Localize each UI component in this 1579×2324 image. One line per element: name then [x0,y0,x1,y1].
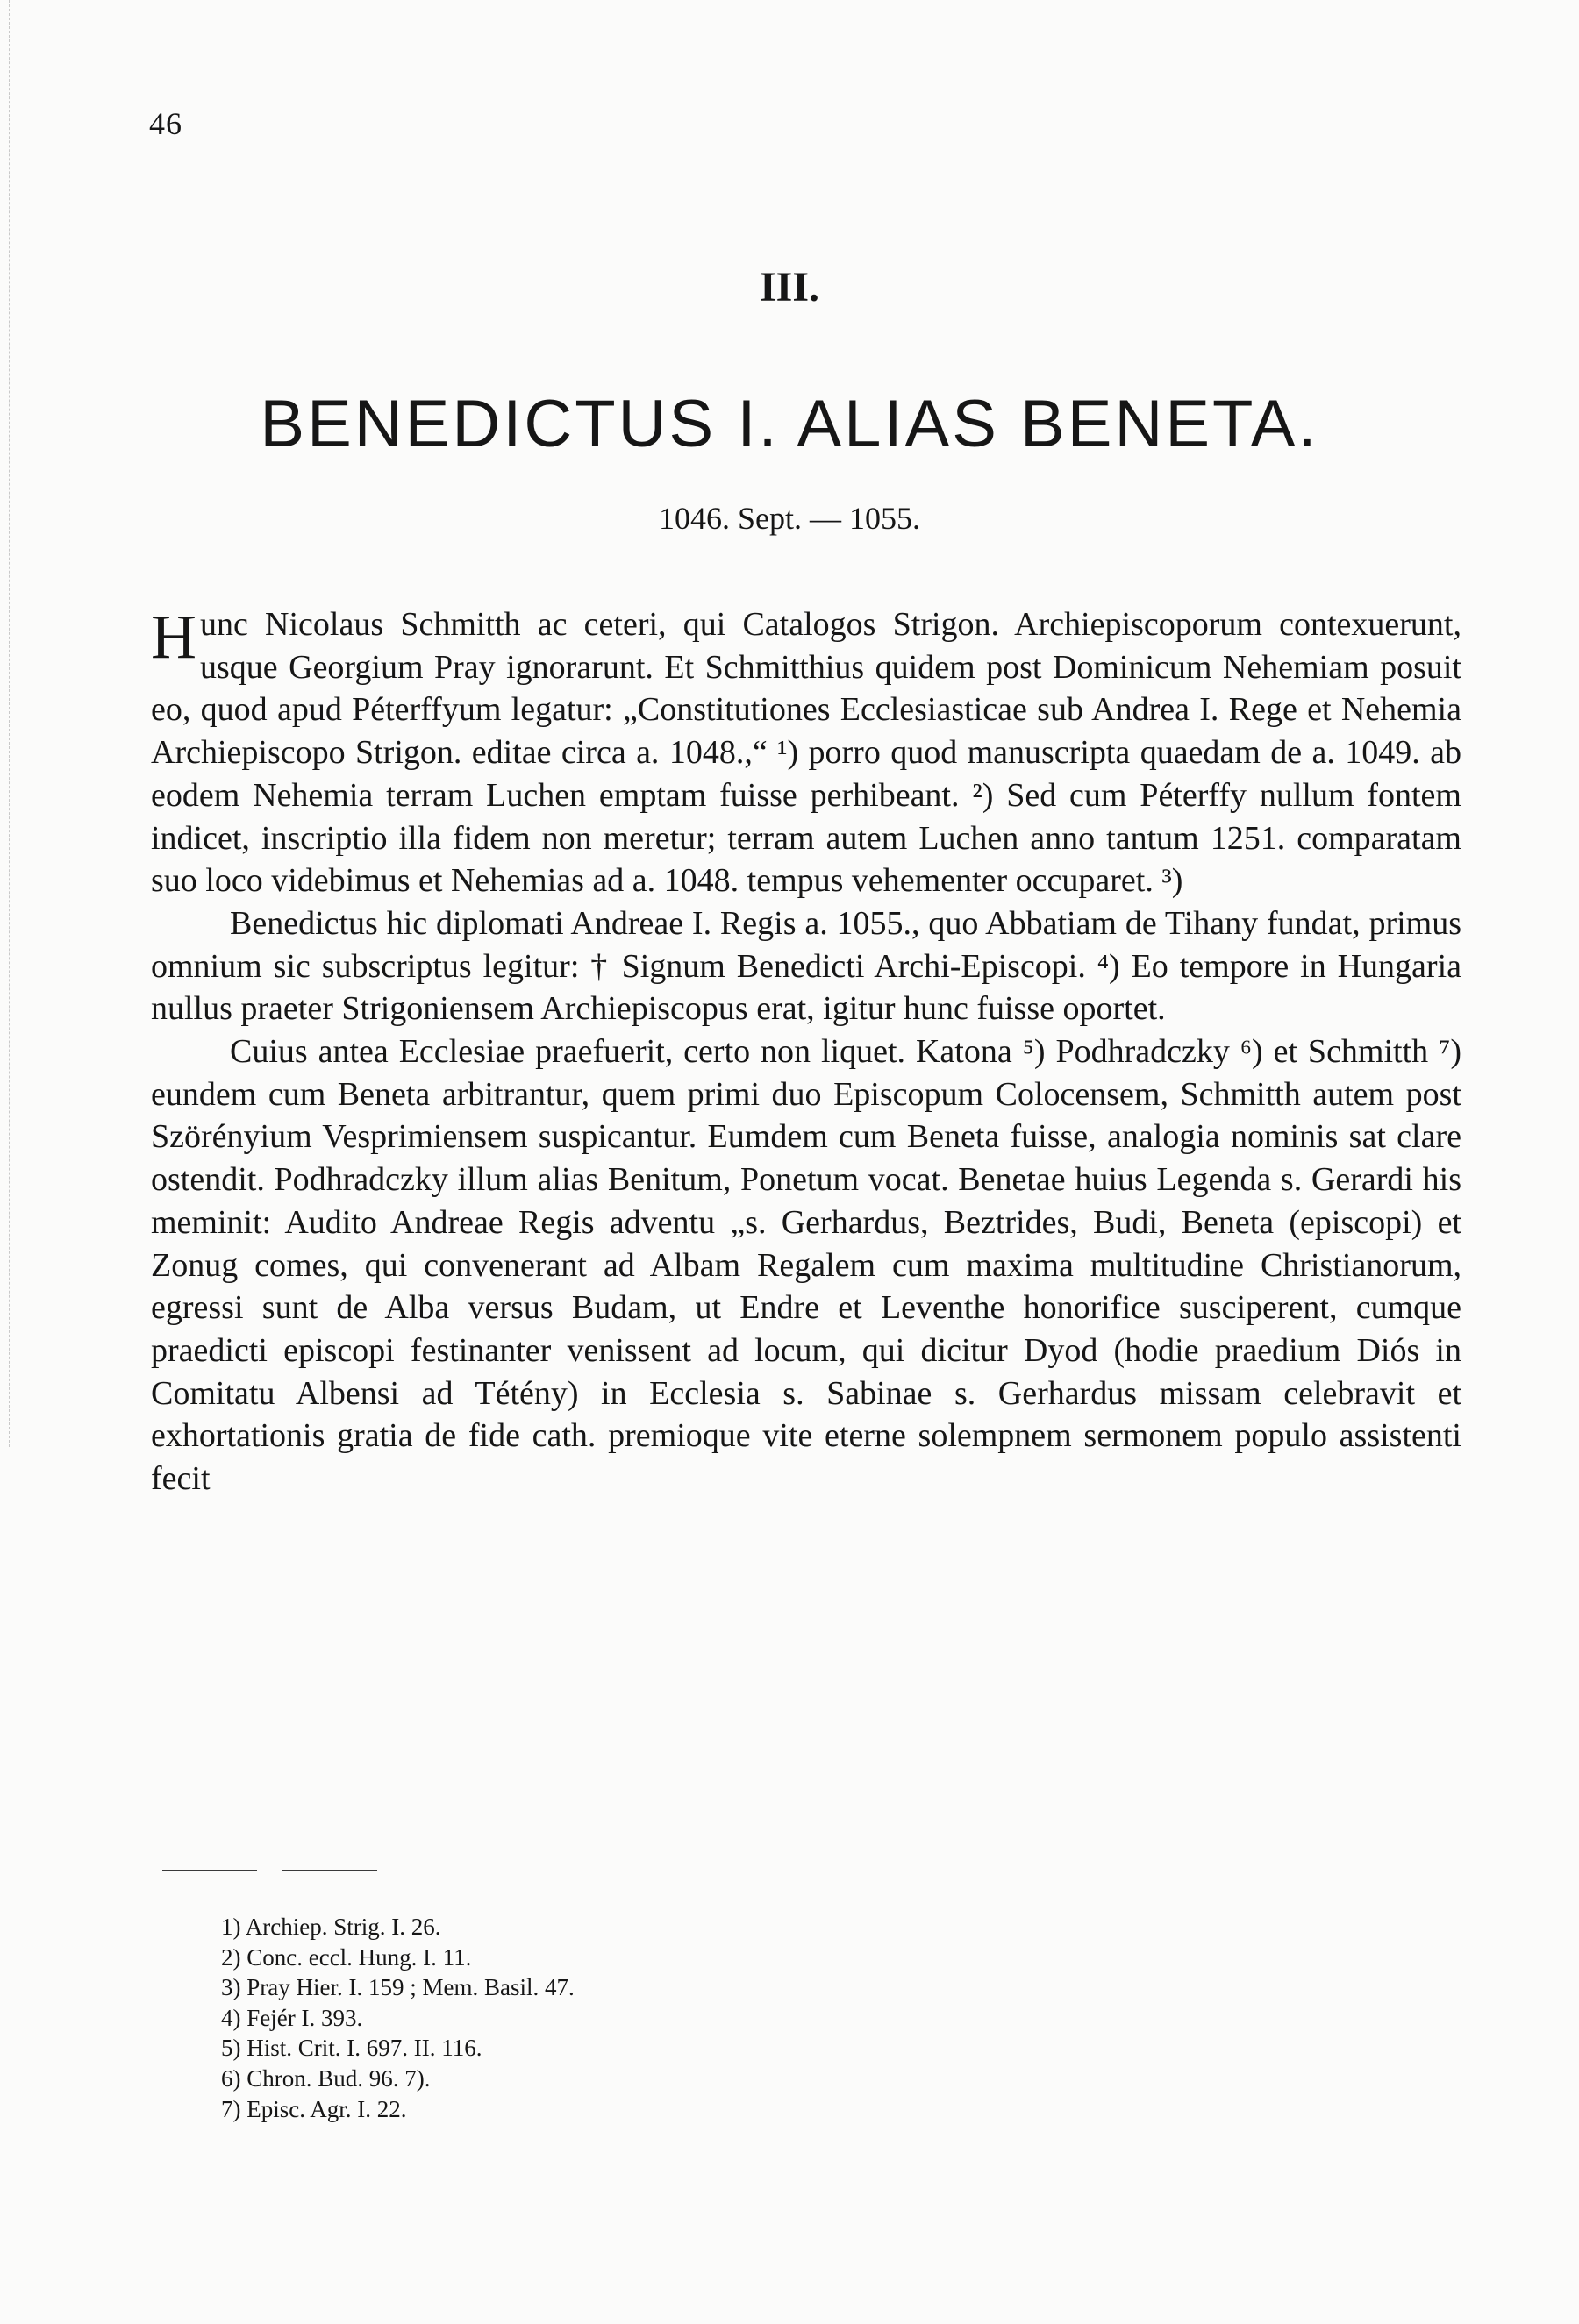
footnote: 4) Fejér I. 393. [221,2004,363,2031]
paragraph: Hunc Nicolaus Schmitth ac ceteri, qui Catalogos Strigon. Archiepiscoporum contexuerunt, usque Georgium Pray ignorarunt. Et Schmitthius quidem post Dominicum Nehemiam posuit eo, quod apud Péterffyum legatur: „Constitutiones Ecclesiasticae sub Andrea I. Rege et Nehemia Archiepiscopo Strigon. editae circa a. 1048.,“ ¹) porro quod manuscripta quaedam de a. 1049. ab eodem Nehemia terram Luchen emptam fuisse perhibeant. ²) Sed cum Péterffy nullum fontem indicet, inscriptio illa fidem non meretur; terram autem Luchen anno tantum 1251. comparatam suo loco videbimus et Nehemias ad a. 1048. tempus vehementer occuparet. ³) [151,602,1461,900]
paragraph: Benedictus hic diplomati Andreae I. Regis a. 1055., quo Abbatiam de Tihany fundat, primus omnium sic subscriptus legitur: † Signum Benedicti Archi-Episcopi. ⁴) Eo tempore in Hungaria nullus praeter Strigoniensem Archiepiscopus erat, igitur hunc fuisse oportet. [151,904,1461,1028]
page-number: 46 [149,106,182,141]
footnote: 3) Pray Hier. I. 159 ; Mem. Basil. 47. [221,1974,575,2001]
footnote-separator [162,1870,257,1871]
footnote: 6) Chron. Bud. 96. 7). [221,2064,431,2092]
footnote: 5) Hist. Crit. I. 697. II. 116. [221,2035,482,2062]
footnote: 2) Conc. eccl. Hung. I. 11. [221,1943,472,1971]
footnote: 7) Episc. Agr. I. 22. [221,2095,407,2122]
date-range: 1046. Sept. — 1055. [658,501,920,536]
chapter-number: III. [759,264,820,310]
footnote-separator [282,1870,377,1871]
chapter-title: BENEDICTUS I. ALIAS BENETA. [260,387,1319,461]
footnotes [221,1912,575,2124]
body-text [151,603,1461,1501]
page-edge-line [9,0,11,1447]
paragraph: Cuius antea Ecclesiae praefuerit, certo non liquet. Katona ⁵) Podhradczky ⁶) et Schmitth ⁷) eundem cum Beneta arbitrantur, quem primi duo Episcopum Colocensem, Schmitth autem post Szörényium Vesprimiensem suspicantur. Eumdem cum Beneta fuisse, analogia nominis sat clare ostendit. Podhradczky illum alias Benitum, Ponetum vocat. Benetae huius Legenda s. Gerardi his meminit: Audito Andreae Regis adventu „s. Gerhardus, Beztrides, Budi, Beneta (episcopi) et Zonug comes, qui convenerant ad Albam Regalem cum maxima multitudine Christianorum, egressi sunt de Alba versus Budam, ut Endre et Leventhe honorifice susciperent, cumque praedicti episcopi festinanter venissent ad locum, qui dicitur Dyod (hodie praedium Diós in Comitatu Albensi ad Tétény) in Ecclesia s. Sabinae s. Gerhardus missam celebravit et exhortationis gratia de fide cath. premioque vite eterne solempnem sermonem populo assistenti fecit [151,1033,1461,1498]
footnote: 1) Archiep. Strig. I. 26. [221,1914,441,1940]
